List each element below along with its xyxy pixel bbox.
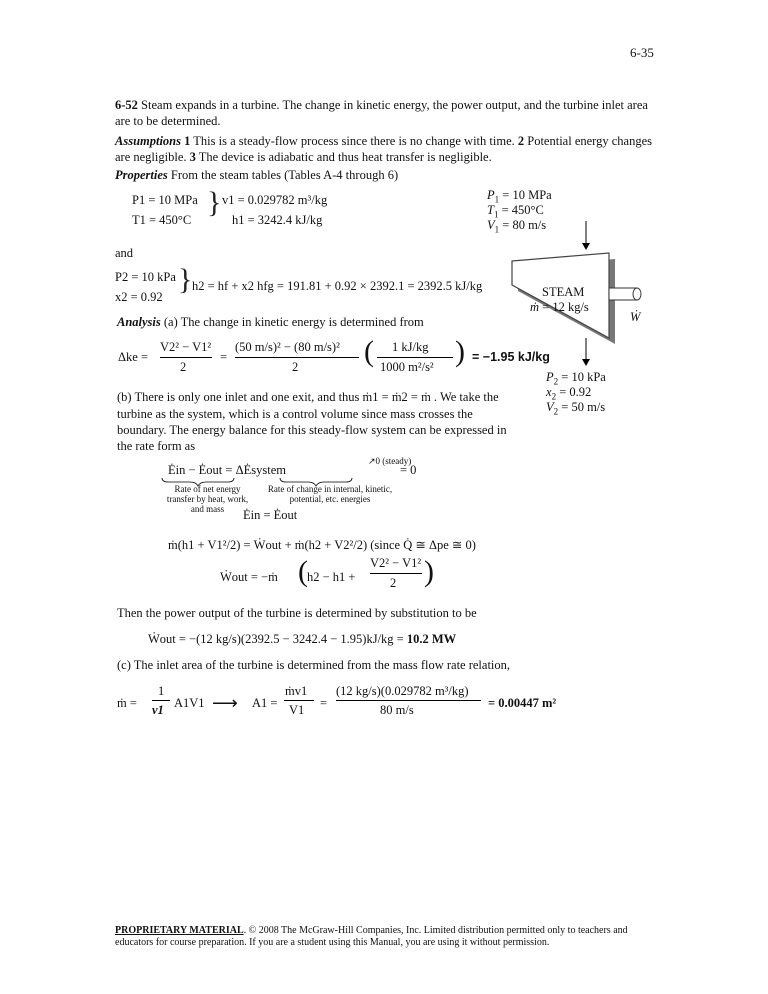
assumption-3-text: The device is adiabatic and thus heat transfer is negligible. [198, 150, 492, 164]
analysis-b-text: turbine as the system, which is a control volume since mass crosses the boundary. The energy balance for this steady-flow system can be expressed in the rate form as [117, 407, 507, 453]
ke-den2: 2 [292, 360, 299, 374]
footer-text: . © 2008 The McGraw-Hill Companies, Inc. Limited distribution permitted only to teachers and educators for course preparation. If you are a student using this Manual, you are using it without permission. [115, 925, 628, 948]
and-text: and [115, 246, 134, 260]
footer [115, 925, 655, 949]
area-den2: 80 m/s [380, 703, 414, 717]
ke-conv-num: 1 kJ/kg [392, 340, 429, 354]
inlet-arrowhead [582, 243, 590, 250]
state1-v1: v1 = 0.029782 m³/kg [222, 193, 328, 207]
analysis-a-intro [117, 315, 424, 330]
brace-state2: } [178, 263, 193, 296]
power-intro: Then the power output of the turbine is determined by substitution to be [117, 606, 477, 620]
outlet-arrowhead [582, 359, 590, 366]
area-result: = 0.00447 m² [488, 696, 557, 710]
ke-den1: 2 [180, 360, 187, 374]
balance-zero: = 0 [400, 463, 417, 477]
properties-intro [115, 168, 398, 183]
steam-label: STEAM [542, 285, 585, 299]
ke-paren-open: ( [364, 335, 374, 368]
wout-paren-open: ( [298, 555, 308, 588]
outlet-x2: $x_2 = 0.92$ [546, 385, 592, 402]
assumption-2-text: Potential energy changes are negligible. [115, 134, 652, 164]
brace-state1: } [207, 186, 222, 219]
state2-x2: x2 = 0.92 [115, 290, 163, 304]
area-a1v1: A1V1 [174, 696, 205, 710]
ke-lhs: Δke = [118, 350, 149, 364]
wout-num: V2² − V1² [370, 556, 422, 570]
underbrace-label-2: Rate of change in internal, kinetic, potential, etc. energies [267, 484, 393, 504]
analysis-c: (c) The inlet area of the turbine is determined from the mass flow rate relation, [117, 658, 511, 672]
energy-equation: ṁ(h1 + V1²/2) = Ẇout + ṁ(h2 + V2²/2) (since Q̇ ≅ Δpe ≅ 0) [168, 538, 476, 552]
wout-bar [370, 573, 422, 574]
wout-den: 2 [390, 576, 397, 590]
area-bar2 [336, 700, 481, 701]
balance-line: Ėin − Ėout = ΔĖsystem [168, 463, 286, 477]
area-lhs: ṁ = [117, 696, 137, 710]
analysis-part-a: (a) The change in kinetic energy is determined from [163, 315, 424, 329]
outlet-P2: $P_2 = 10$ kPa [546, 370, 606, 387]
assumption-3-number: 3 [189, 150, 196, 164]
state1-P1: P1 = 10 MPa [132, 193, 198, 207]
assumption-1-number: 1 [184, 134, 191, 148]
inlet-P1: $P_1 = 10$ MPa [487, 188, 552, 205]
ein-eout: Ėin = Ėout [243, 508, 298, 522]
area-eq-sign: = [320, 696, 328, 710]
area-num2: (12 kg/s)(0.029782 m³/kg) [336, 684, 469, 698]
assumptions-label: Assumptions [115, 134, 182, 148]
area-A1: A1 = [252, 696, 278, 710]
power-equation: Ẇout = −(12 kg/s)(2392.5 − 3242.4 − 1.95)kJ/kg = 10.2 MW [148, 632, 457, 646]
underbrace-label-1: Rate of net energy transfer by heat, work, and mass [166, 484, 249, 514]
ke-bar2 [235, 357, 359, 358]
inlet-V1: $V_1 = 80$ m/s [487, 218, 547, 235]
analysis-b-line1: (b) There is only one inlet and one exit, and thus ṁ1 = ṁ2 = ṁ . We take the [117, 390, 499, 404]
area-den1: V1 [289, 703, 305, 717]
analysis-label: Analysis [117, 315, 161, 329]
ke-num2: (50 m/s)² − (80 m/s)² [235, 340, 340, 354]
problem-text: Steam expands in a turbine. The change in kinetic energy, the power output, and the turbine inlet area are to be determined. [115, 98, 648, 128]
properties-text: From the steam tables (Tables A-4 through 6) [170, 168, 399, 182]
inlet-T1: $T_1 = 450^\circ C$ [487, 203, 544, 220]
footer-label: PROPRIETARY MATERIAL [115, 925, 244, 936]
area-num1: ṁv1 [285, 684, 308, 698]
ke-result: = −1.95 kJ/kg [472, 350, 550, 364]
area-frac-bar [152, 700, 170, 701]
ke-conv-den: 1000 m²/s² [380, 360, 434, 374]
wout-paren-close: ) [424, 555, 434, 588]
mass-flow-label: ṁ = 12 kg/s [530, 300, 589, 314]
wout-lhs: Ẇout = −ṁ [220, 570, 278, 584]
assumption-2-number: 2 [517, 134, 525, 148]
state1-T1: T1 = 450°C [132, 213, 192, 227]
state2-h2: h2 = hf + x2 hfg = 191.81 + 0.92 × 2392.1 = 2392.5 kJ/kg [192, 279, 483, 293]
assumption-1-text: This is a steady-flow process since there is no change with time. [193, 134, 515, 148]
page-number: 6-35 [630, 45, 654, 60]
ke-eq-sign: = [220, 350, 228, 364]
ke-paren-close: ) [455, 335, 465, 368]
assumptions [115, 133, 655, 165]
problem-statement [115, 97, 655, 129]
state1-h1: h1 = 3242.4 kJ/kg [232, 213, 323, 227]
wout-h: h2 − h1 + [307, 570, 356, 584]
zero-steady: ↗0 (steady) [368, 456, 412, 466]
power-result: 10.2 MW [406, 632, 457, 646]
area-bar1 [284, 700, 314, 701]
area-arrow: ⟶ [212, 693, 238, 713]
area-frac-den: v1 [152, 703, 164, 717]
properties-label: Properties [115, 168, 168, 182]
problem-number: 6-52 [115, 98, 138, 112]
ke-bar1 [160, 357, 212, 358]
area-frac-num: 1 [158, 684, 165, 698]
ke-num1: V2² − V1² [160, 340, 212, 354]
state2-P2: P2 = 10 kPa [115, 270, 176, 284]
ke-conv-bar [377, 357, 453, 358]
work-label: Ẇ [630, 310, 641, 324]
outlet-V2: $V_2 = 50$ m/s [546, 400, 606, 417]
